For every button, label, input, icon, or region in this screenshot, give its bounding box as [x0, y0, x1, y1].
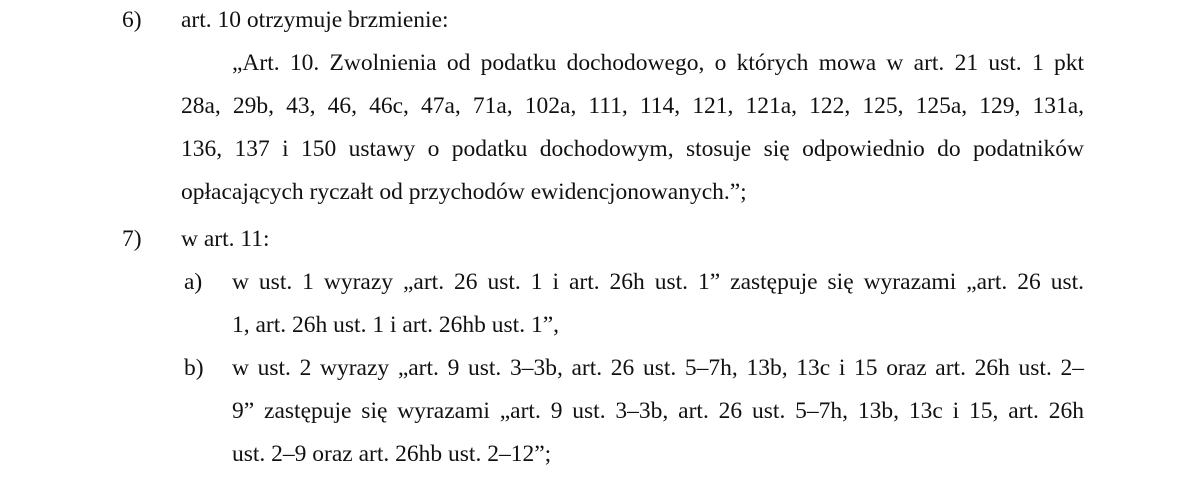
subitem-letter: a) — [184, 269, 203, 295]
subitem-line: 9” zastępuje się wyrazami „art. 9 ust. 3–3b, art. 26 ust. 5–7h, 13b, 13c i 15, art. 26h — [232, 398, 1084, 424]
item-number: 7) — [122, 226, 142, 252]
quote-line: 136, 137 i 150 ustawy o podatku dochodowym, stosuje się odpowiednio do podatników — [181, 136, 1084, 162]
subitem-letter: b) — [184, 355, 204, 381]
quote-line: opłacających ryczałt od przychodów ewidencjonowanych.”; — [181, 179, 747, 205]
quote-line: „Art. 10. Zwolnienia od podatku dochodowego, o których mowa w art. 21 ust. 1 pkt — [232, 50, 1084, 76]
subitem-line: w ust. 2 wyrazy „art. 9 ust. 3–3b, art. 26 ust. 5–7h, 13b, 13c i 15 oraz art. 26h ust. 2– — [232, 355, 1084, 381]
subitem-line: ust. 2–9 oraz art. 26hb ust. 2–12”; — [232, 441, 552, 467]
subitem-line: w ust. 1 wyrazy „art. 26 ust. 1 i art. 26h ust. 1” zastępuje się wyrazami „art. 26 ust. — [232, 269, 1084, 295]
item-intro: w art. 11: — [181, 226, 270, 252]
item-number: 6) — [122, 7, 142, 33]
subitem-line: 1, art. 26h ust. 1 i art. 26hb ust. 1”, — [232, 312, 560, 338]
item-intro: art. 10 otrzymuje brzmienie: — [181, 7, 449, 33]
quote-line: 28a, 29b, 43, 46, 46c, 47a, 71a, 102a, 111, 114, 121, 121a, 122, 125, 125a, 129, 131a, — [181, 93, 1084, 119]
